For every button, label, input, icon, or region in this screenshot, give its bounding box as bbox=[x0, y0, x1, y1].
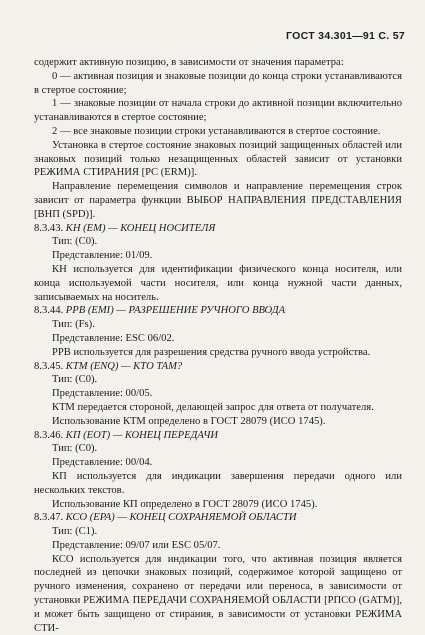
section-number: 8.3.45. bbox=[34, 360, 64, 372]
section-number: 8.3.44. bbox=[34, 305, 64, 317]
section-title: КП (EOT) — КОНЕЦ ПЕРЕДАЧИ bbox=[65, 429, 219, 441]
paragraph: Использование КП определено в ГОСТ 28079 (ИСО 1745). bbox=[52, 498, 318, 510]
paragraph: Использование КТМ определено в ГОСТ 28079 (ИСО 1745). bbox=[52, 415, 326, 427]
paragraph: Представление: 00/04. bbox=[52, 457, 153, 469]
paragraph: Тип: (C0). bbox=[52, 374, 98, 386]
paragraph: КСО используется для индикации того, что активная позиция является последней из цепочки знаковых позиций, содержимое которой защищено от ручного изменения, сохранено от передачи или переноса, в зависимости от установки РЕЖИМА ПЕРЕДАЧИ СОХРАНЯЕМОЙ ОБЛАСТИ [РПСО (GATM)], и может быть защищено от стирания, в зависимости от установки РЕЖИМА СТИ- bbox=[34, 553, 402, 634]
paragraph: РРВ используется для разрешения средства ручного ввода устройства. bbox=[52, 346, 371, 358]
section-title: КТМ (ENQ) — КТО ТАМ? bbox=[65, 360, 183, 372]
section-heading bbox=[34, 511, 402, 525]
paragraph: 1 — знаковые позиции от начала строки до активной позиции включительно устанавливаются в стертое состояние; bbox=[34, 98, 402, 124]
section-title: КН (EM) — КОНЕЦ НОСИТЕЛЯ bbox=[65, 222, 216, 234]
paragraph: Представление: 09/07 или ESC 05/07. bbox=[52, 539, 221, 551]
paragraph: КН используется для идентификации физического конца носителя, или конца используемой части носителя, или конца нужной части данных, записываемых на носитель. bbox=[34, 263, 402, 303]
paragraph: Представление: ESC 06/02. bbox=[52, 332, 175, 344]
paragraph: содержит активную позицию, в зависимости от значения параметра: bbox=[34, 57, 344, 68]
section-number: 8.3.47. bbox=[34, 512, 64, 524]
paragraph: КП используется для индикации завершения передачи одного или нескольких текстов. bbox=[34, 470, 402, 496]
paragraph: КТМ передается стороной, делающей запрос для ответа от получателя. bbox=[52, 401, 374, 413]
paragraph: Тип: (C0). bbox=[52, 443, 98, 455]
paragraph: Тип: (Fs). bbox=[52, 319, 95, 331]
paragraph: Установка в стертое состояние знаковых позиций защищенных областей или знаковых позиций только незащищенных областей зависит от установки РЕЖИМА СТИРАНИЯ [PC (ERM)]. bbox=[34, 139, 402, 179]
paragraph: Тип: (C0). bbox=[52, 236, 98, 248]
section-title: КСО (EPA) — КОНЕЦ СОХРАНЯЕМОЙ ОБЛАСТИ bbox=[65, 512, 297, 524]
page-header: ГОСТ 34.301—91 С. 57 bbox=[286, 30, 405, 42]
paragraph: Тип: (C1). bbox=[52, 526, 98, 538]
section-heading bbox=[34, 304, 402, 318]
section-heading bbox=[34, 429, 402, 443]
paragraph: Направление перемещения символов и направление перемещения строк зависит от параметра функции ВЫБОР НАПРАВЛЕНИЯ ПРЕДСТАВЛЕНИЯ [ВНП (SPD)]. bbox=[34, 181, 402, 220]
section-heading bbox=[34, 222, 402, 236]
section-number: 8.3.46. bbox=[34, 429, 64, 441]
paragraph: 2 — все знаковые позиции строки устанавливаются в стертое состояние. bbox=[52, 125, 381, 137]
section-heading bbox=[34, 360, 402, 374]
section-title: РРВ (EMI) — РАЗРЕШЕНИЕ РУЧНОГО ВВОДА bbox=[65, 305, 286, 317]
document-body bbox=[34, 56, 402, 635]
paragraph: Представление: 00/05. bbox=[52, 388, 153, 400]
paragraph: Представление: 01/09. bbox=[52, 250, 153, 262]
paragraph: 0 — активная позиция и знаковые позиции до конца строки устанавливаются в стертое состояние; bbox=[34, 70, 402, 96]
section-number: 8.3.43. bbox=[34, 222, 64, 234]
